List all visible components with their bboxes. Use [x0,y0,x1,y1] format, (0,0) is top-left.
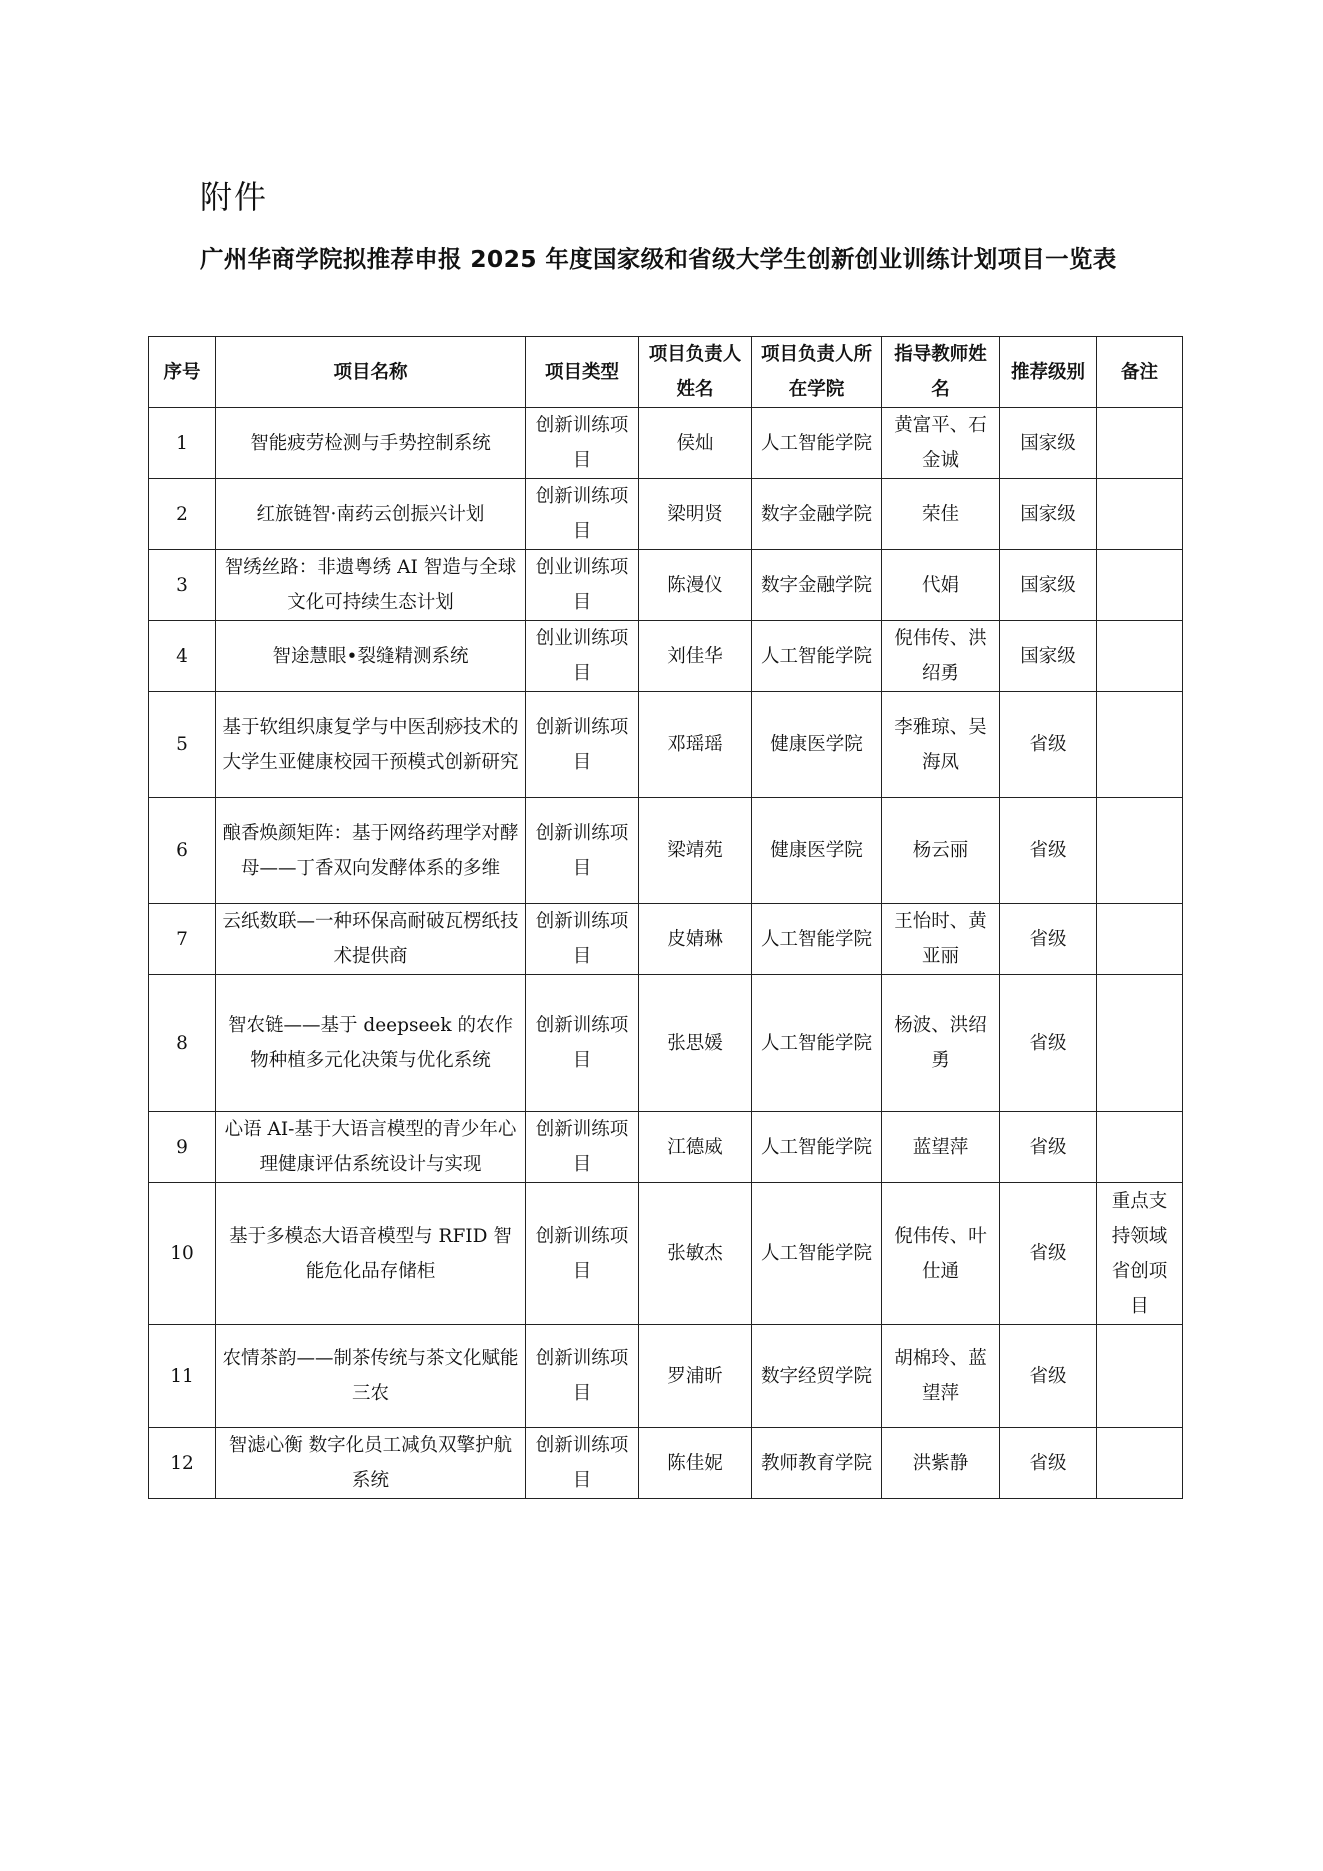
table-row [149,904,1183,975]
header-level: 推荐级别 [1000,337,1097,408]
cell-seq: 8 [149,975,216,1112]
cell-teacher: 倪伟传、叶仕通 [882,1183,1000,1325]
cell-leader: 梁明贤 [639,479,752,550]
cell-teacher: 黄富平、石金诚 [882,408,1000,479]
cell-seq: 6 [149,798,216,904]
cell-remark [1097,798,1183,904]
header-college: 项目负责人所在学院 [752,337,882,408]
table-row [149,479,1183,550]
cell-teacher: 李雅琼、吴海凤 [882,692,1000,798]
cell-type: 创新训练项目 [526,408,639,479]
cell-name: 智绣丝路：非遗粤绣 AI 智造与全球文化可持续生态计划 [216,550,526,621]
cell-remark [1097,904,1183,975]
header-leader: 项目负责人姓名 [639,337,752,408]
cell-college: 人工智能学院 [752,904,882,975]
cell-college: 人工智能学院 [752,1112,882,1183]
cell-level: 省级 [1000,1325,1097,1428]
cell-remark [1097,692,1183,798]
cell-name: 云纸数联—一种环保高耐破瓦楞纸技术提供商 [216,904,526,975]
cell-level: 省级 [1000,1112,1097,1183]
cell-leader: 皮婧琳 [639,904,752,975]
attachment-heading: 附件 [200,178,269,216]
cell-leader: 侯灿 [639,408,752,479]
cell-name: 智农链——基于 deepseek 的农作物种植多元化决策与优化系统 [216,975,526,1112]
cell-seq: 11 [149,1325,216,1428]
header-remark: 备注 [1097,337,1183,408]
cell-teacher: 杨波、洪绍勇 [882,975,1000,1112]
cell-teacher: 倪伟传、洪绍勇 [882,621,1000,692]
cell-name: 基于软组织康复学与中医刮痧技术的大学生亚健康校园干预模式创新研究 [216,692,526,798]
cell-type: 创新训练项目 [526,479,639,550]
cell-type: 创新训练项目 [526,904,639,975]
cell-type: 创新训练项目 [526,975,639,1112]
cell-leader: 刘佳华 [639,621,752,692]
header-name: 项目名称 [216,337,526,408]
cell-teacher: 蓝望萍 [882,1112,1000,1183]
cell-college: 人工智能学院 [752,408,882,479]
cell-level: 省级 [1000,904,1097,975]
document-title: 广州华商学院拟推荐申报 2025 年度国家级和省级大学生创新创业训练计划项目一览表 [200,245,1117,273]
cell-name: 农情茶韵——制茶传统与茶文化赋能三农 [216,1325,526,1428]
cell-seq: 1 [149,408,216,479]
cell-level: 省级 [1000,1428,1097,1499]
cell-leader: 梁靖苑 [639,798,752,904]
cell-level: 国家级 [1000,408,1097,479]
table-row [149,1183,1183,1325]
cell-college: 数字金融学院 [752,550,882,621]
cell-name: 基于多模态大语音模型与 RFID 智能危化品存储柜 [216,1183,526,1325]
cell-remark [1097,975,1183,1112]
cell-college: 教师教育学院 [752,1428,882,1499]
table-row [149,408,1183,479]
cell-leader: 陈佳妮 [639,1428,752,1499]
cell-remark [1097,550,1183,621]
cell-leader: 罗浦昕 [639,1325,752,1428]
table-row [149,692,1183,798]
cell-level: 国家级 [1000,621,1097,692]
table-header-row [149,337,1183,408]
cell-level: 省级 [1000,798,1097,904]
cell-seq: 5 [149,692,216,798]
cell-seq: 2 [149,479,216,550]
header-teacher: 指导教师姓名 [882,337,1000,408]
cell-college: 人工智能学院 [752,621,882,692]
cell-seq: 12 [149,1428,216,1499]
table-row [149,550,1183,621]
cell-teacher: 代娟 [882,550,1000,621]
header-seq: 序号 [149,337,216,408]
header-type: 项目类型 [526,337,639,408]
cell-leader: 张敏杰 [639,1183,752,1325]
cell-name: 智途慧眼•裂缝精测系统 [216,621,526,692]
cell-teacher: 王怡时、黄亚丽 [882,904,1000,975]
cell-seq: 3 [149,550,216,621]
cell-name: 红旅链智·南药云创振兴计划 [216,479,526,550]
cell-type: 创新训练项目 [526,1325,639,1428]
cell-seq: 4 [149,621,216,692]
cell-type: 创新训练项目 [526,692,639,798]
cell-seq: 10 [149,1183,216,1325]
cell-level: 国家级 [1000,479,1097,550]
project-table [148,336,1183,1499]
cell-teacher: 胡棉玲、蓝望萍 [882,1325,1000,1428]
cell-seq: 9 [149,1112,216,1183]
table-row [149,621,1183,692]
table-row [149,1112,1183,1183]
cell-level: 省级 [1000,975,1097,1112]
cell-college: 数字金融学院 [752,479,882,550]
cell-seq: 7 [149,904,216,975]
cell-teacher: 荣佳 [882,479,1000,550]
cell-remark [1097,479,1183,550]
cell-college: 人工智能学院 [752,975,882,1112]
cell-type: 创新训练项目 [526,1428,639,1499]
cell-remark: 重点支持领域省创项目 [1097,1183,1183,1325]
cell-name: 智能疲劳检测与手势控制系统 [216,408,526,479]
cell-remark [1097,1112,1183,1183]
cell-remark [1097,1325,1183,1428]
cell-type: 创新训练项目 [526,798,639,904]
cell-college: 健康医学院 [752,692,882,798]
table-row [149,1325,1183,1428]
cell-college: 数字经贸学院 [752,1325,882,1428]
cell-leader: 张思媛 [639,975,752,1112]
cell-level: 国家级 [1000,550,1097,621]
cell-college: 健康医学院 [752,798,882,904]
cell-type: 创新训练项目 [526,1112,639,1183]
cell-type: 创业训练项目 [526,550,639,621]
cell-teacher: 洪紫静 [882,1428,1000,1499]
cell-college: 人工智能学院 [752,1183,882,1325]
cell-level: 省级 [1000,692,1097,798]
cell-name: 智滤心衡 数字化员工减负双擎护航系统 [216,1428,526,1499]
table-row [149,975,1183,1112]
cell-level: 省级 [1000,1183,1097,1325]
cell-name: 酿香焕颜矩阵：基于网络药理学对酵母——丁香双向发酵体系的多维 [216,798,526,904]
cell-name: 心语 AI-基于大语言模型的青少年心理健康评估系统设计与实现 [216,1112,526,1183]
cell-teacher: 杨云丽 [882,798,1000,904]
cell-type: 创业训练项目 [526,621,639,692]
cell-remark [1097,621,1183,692]
cell-leader: 邓瑶瑶 [639,692,752,798]
cell-type: 创新训练项目 [526,1183,639,1325]
table-row [149,1428,1183,1499]
cell-leader: 陈漫仪 [639,550,752,621]
cell-remark [1097,408,1183,479]
cell-remark [1097,1428,1183,1499]
cell-leader: 江德威 [639,1112,752,1183]
table-row [149,798,1183,904]
